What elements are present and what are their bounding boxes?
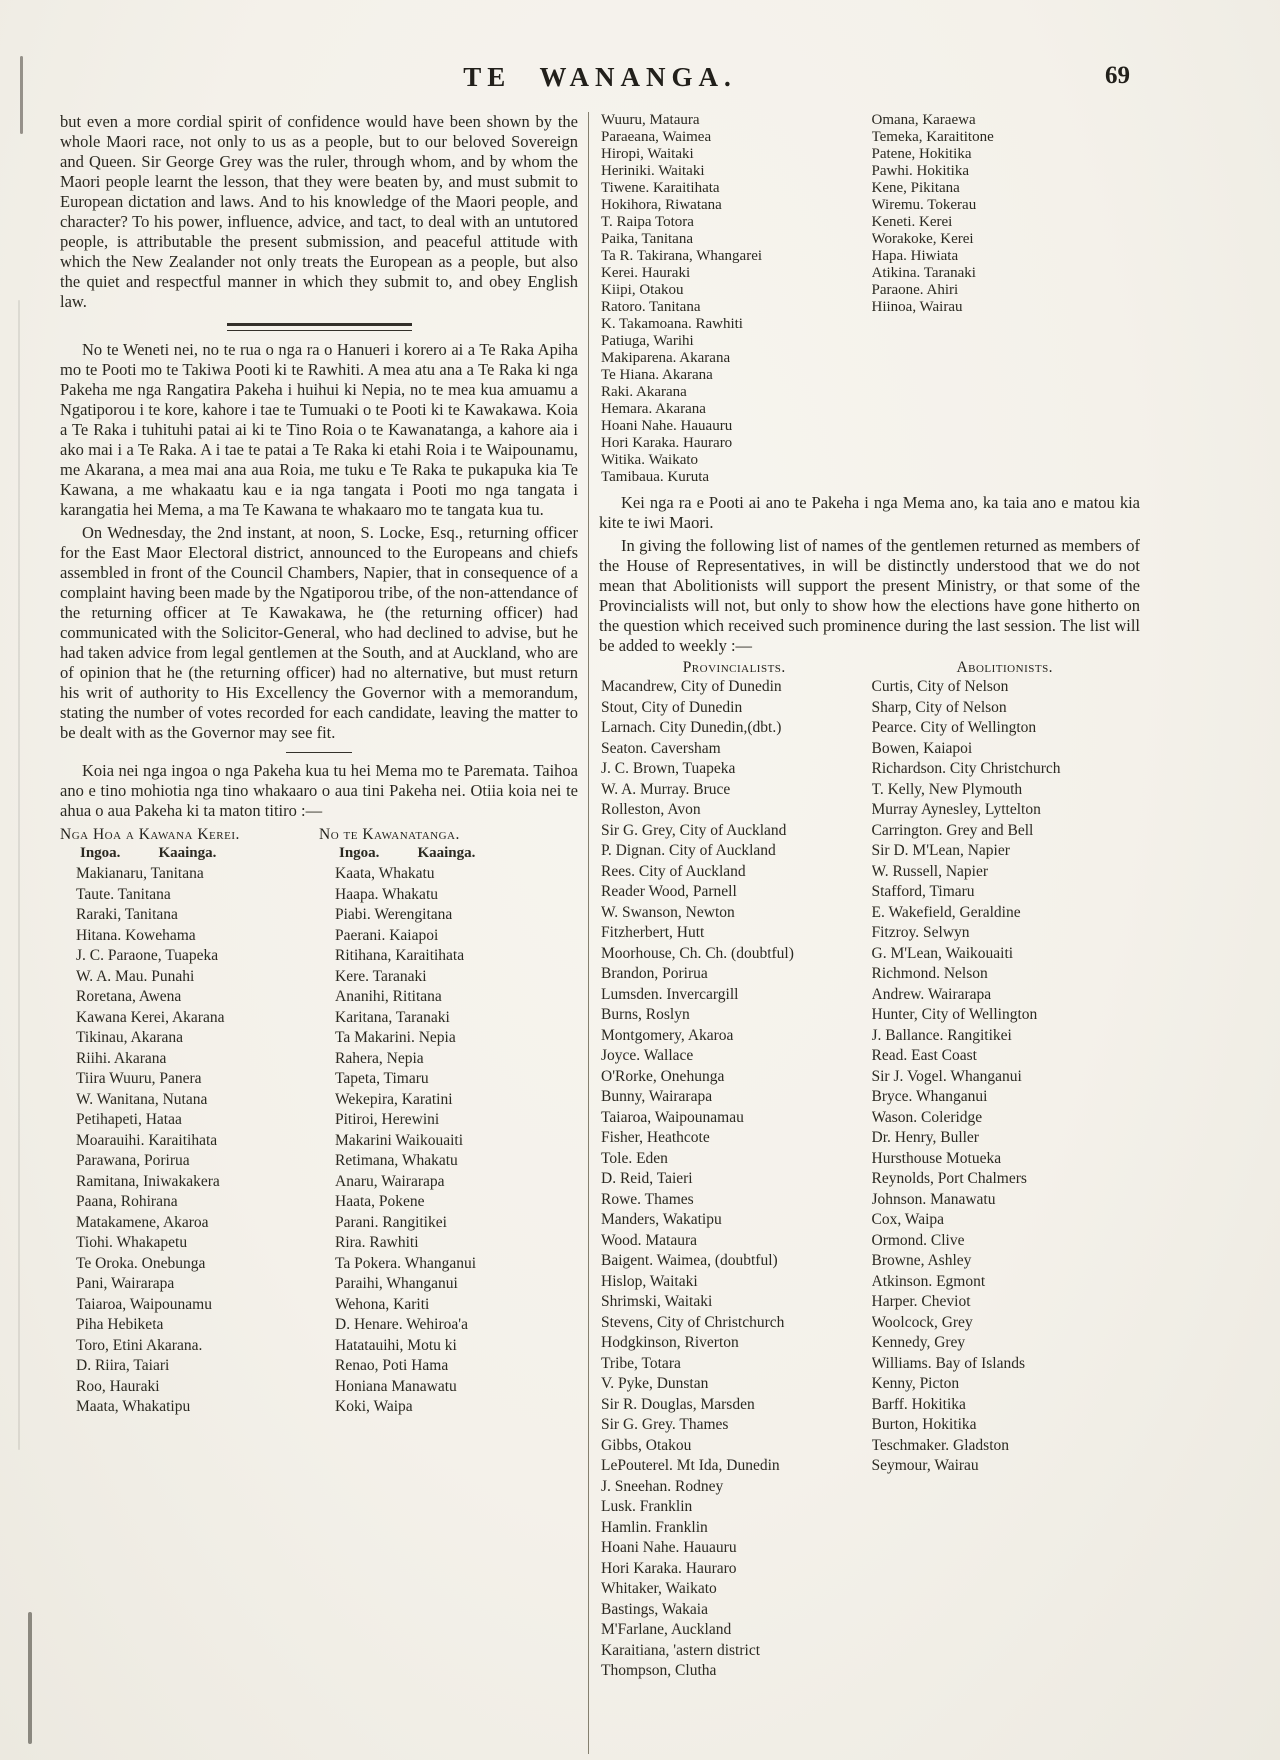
party-lists	[599, 658, 1140, 1682]
list-item: Brandon, Porirua	[601, 965, 708, 982]
list-item: Bastings, Wakaia	[601, 1600, 708, 1618]
list-item: Pitiroi, Herewini	[335, 1111, 440, 1128]
right-column	[599, 112, 1140, 1754]
page-number: 69	[1105, 62, 1130, 89]
list-item: Manders, Wakatipu	[601, 1211, 722, 1228]
list-item: T. Kelly, New Plymouth	[871, 780, 1023, 798]
list-item: Temeka, Karaititone	[871, 129, 994, 145]
list-item: Paika, Tanitana	[601, 231, 693, 247]
provincialists-block	[599, 658, 870, 1682]
list-item: Matakamene, Akaroa	[76, 1213, 209, 1231]
list-item: Worakoke, Kerei	[871, 231, 974, 247]
list-item: Reynolds, Port Chalmers	[871, 1170, 1027, 1187]
column-rule	[588, 112, 589, 1754]
list-item: Barff. Hokitika	[871, 1395, 966, 1413]
list-item: Ramitana, Iniwakakera	[76, 1172, 220, 1190]
list-item: Wason. Coleridge	[871, 1108, 983, 1126]
list-item: Petihapeti, Hataa	[76, 1111, 182, 1128]
section-divider	[227, 323, 412, 331]
list-item: Hursthouse Motueka	[871, 1149, 1002, 1167]
list-item: Hiropi, Waitaki	[601, 146, 694, 162]
column-label-name: Ingoa.	[80, 845, 121, 861]
list-item: Rahera, Nepia	[335, 1049, 424, 1067]
list-item: Parawana, Porirua	[76, 1152, 190, 1169]
list-header-abolitionists: Abolitionists.	[956, 659, 1054, 676]
member-lists	[60, 825, 578, 1418]
list-item: Sir R. Douglas, Marsden	[601, 1395, 755, 1413]
list-item: Richmond. Nelson	[871, 965, 988, 982]
paragraph-kei-nga-ra: Kei nga ra e Pooti ai ano te Pakeha i nga Mema ano, ka taia ano e matou kia kite te iwi Maori.	[599, 493, 1140, 532]
list-item: Hokihora, Riwatana	[601, 197, 722, 213]
list-item: D. Henare. Wehiroa'a	[335, 1316, 468, 1333]
list-item: Ratoro. Tanitana	[601, 299, 701, 315]
list-header-provincialists: Provincialists.	[682, 659, 786, 676]
list-item: Tiohi. Whakapetu	[76, 1234, 188, 1251]
list-item: Paraeana, Waimea	[601, 129, 712, 145]
list-item: Ritihana, Karaitihata	[335, 947, 465, 964]
list-item: Keneti. Kerei	[871, 214, 953, 230]
list-item: O'Rorke, Onehunga	[601, 1067, 725, 1085]
list-item: D. Riira, Taiari	[76, 1357, 170, 1374]
list-item: Honiana Manawatu	[335, 1377, 457, 1395]
list-item: Cox, Waipa	[871, 1211, 945, 1228]
list-item: Kawana Kerei, Akarana	[76, 1008, 225, 1026]
scan-artifact	[28, 1612, 32, 1744]
list-item: W. A. Mau. Punahi	[76, 967, 195, 985]
list-header-friends-of-grey: Nga Hoa a Kawana Kerei.	[60, 826, 240, 843]
list-item: Joyce. Wallace	[601, 1047, 694, 1064]
government-list	[319, 864, 578, 1418]
list-item: Browne, Ashley	[871, 1252, 972, 1269]
list-item: Whitaker, Waikato	[601, 1580, 717, 1597]
list-item: W. Wanitana, Nutana	[76, 1090, 208, 1108]
left-column	[60, 112, 578, 1754]
continued-list-left	[599, 112, 870, 486]
list-item: Piha Hebiketa	[76, 1316, 164, 1333]
list-item: Koki, Waipa	[335, 1398, 413, 1415]
list-item: Tole. Eden	[601, 1149, 668, 1167]
list-item: Te Hiana. Akarana	[601, 367, 713, 383]
list-item: Sir D. M'Lean, Napier	[871, 842, 1010, 859]
list-item: Wiremu. Tokerau	[871, 197, 977, 213]
list-item: Paana, Rohirana	[76, 1193, 178, 1210]
list-item: Maata, Whakatipu	[76, 1398, 191, 1415]
paragraph-divider	[286, 752, 352, 753]
list-item: Raraki, Tanitana	[76, 906, 178, 923]
list-item: W. Russell, Napier	[871, 862, 989, 880]
continued-name-lists	[599, 112, 1140, 486]
continued-name-list-b	[870, 112, 1141, 316]
list-item: J. Ballance. Rangitikei	[871, 1026, 1012, 1044]
list-item: Paraone. Ahiri	[871, 282, 959, 298]
list-item: J. C. Paraone, Tuapeka	[76, 947, 219, 964]
list-item: Kennedy, Grey	[871, 1334, 966, 1351]
list-item: Hislop, Waitaki	[601, 1272, 698, 1290]
list-item: Andrew. Wairarapa	[871, 985, 992, 1003]
list-item: Shrimski, Waitaki	[601, 1293, 713, 1310]
list-item: Montgomery, Akaroa	[601, 1026, 734, 1044]
list-item: Pawhi. Hokitika	[871, 163, 969, 179]
list-item: Ta Pokera. Whanganui	[335, 1254, 477, 1272]
list-item: Tiwene. Karaitihata	[601, 180, 720, 196]
list-item: Seymour, Wairau	[871, 1457, 979, 1474]
list-item: Sir G. Grey, City of Auckland	[601, 821, 787, 839]
list-item: K. Takamoana. Rawhiti	[601, 316, 743, 332]
list-item: Kene, Pikitana	[871, 180, 960, 196]
list-item: Retimana, Whakatu	[335, 1152, 458, 1169]
list-item: Piabi. Werengitana	[335, 906, 453, 923]
list-item: Taute. Tanitana	[76, 885, 171, 903]
list-item: G. M'Lean, Waikouaiti	[871, 944, 1014, 962]
member-list-government	[319, 825, 578, 1418]
list-item: Bunny, Wairarapa	[601, 1088, 713, 1105]
list-item: M'Farlane, Auckland	[601, 1621, 732, 1638]
column-label-home: Kaainga.	[158, 845, 217, 861]
list-item: Seaton. Caversham	[601, 739, 721, 757]
list-item: Paraihi, Whanganui	[335, 1275, 458, 1292]
list-item: Patene, Hokitika	[871, 146, 972, 162]
list-item: Baigent. Waimea, (doubtful)	[601, 1252, 778, 1269]
list-item: Witika. Waikato	[601, 452, 699, 468]
list-item: Atikina. Taranaki	[871, 265, 976, 281]
list-item: Burton, Hokitika	[871, 1416, 977, 1433]
column-labels	[60, 844, 319, 863]
list-item: Hemara. Akarana	[601, 401, 706, 417]
list-item: Lusk. Franklin	[601, 1498, 693, 1515]
list-item: E. Wakefield, Geraldine	[871, 903, 1021, 921]
list-item: Rees. City of Auckland	[601, 862, 746, 880]
list-item: Omana, Karaewa	[871, 112, 976, 128]
list-item: Larnach. City Dunedin,(dbt.)	[601, 719, 782, 736]
list-item: Atkinson. Egmont	[871, 1272, 986, 1290]
member-list-friends-of-grey	[60, 825, 319, 1418]
list-item: Anaru, Wairarapa	[335, 1172, 445, 1190]
list-item: Lumsden. Invercargill	[601, 985, 739, 1003]
list-item: Ta Makarini. Nepia	[335, 1029, 456, 1046]
list-item: Hori Karaka. Hauraro	[601, 435, 733, 451]
list-item: Pani, Wairarapa	[76, 1275, 175, 1292]
list-item: Rolleston, Avon	[601, 801, 701, 818]
list-item: Ta R. Takirana, Whangarei	[601, 248, 763, 264]
list-item: Burns, Roslyn	[601, 1006, 690, 1023]
list-item: Hitana. Kowehama	[76, 926, 196, 944]
paragraph-members-intro: Koia nei nga ingoa o nga Pakeha kua tu hei Mema mo te Paremata. Taihoa ano e tino mohiotia nga tino whakaaro o aua tini Pakeha nei. Otiia koia nei te ahua o aua Pakeha ki ta maton titiro :—	[60, 761, 578, 820]
list-item: W. A. Murray. Bruce	[601, 780, 731, 798]
list-item: T. Raipa Totora	[601, 214, 694, 230]
list-item: Ananihi, Rititana	[335, 988, 442, 1005]
list-item: Hoani Nahe. Hauauru	[601, 1539, 737, 1556]
list-item: Hatatauihi, Motu ki	[335, 1336, 457, 1354]
list-item: Haapa. Whakatu	[335, 885, 438, 903]
friends-of-grey-list	[60, 864, 319, 1418]
list-item: W. Swanson, Newton	[601, 903, 735, 921]
list-item: Hiinoa, Wairau	[871, 299, 963, 315]
list-item: Rira. Rawhiti	[335, 1234, 419, 1251]
list-item: Te Oroka. Onebunga	[76, 1254, 206, 1272]
list-item: P. Dignan. City of Auckland	[601, 842, 776, 859]
list-item: J. C. Brown, Tuapeka	[601, 760, 736, 777]
list-item: Fitzroy. Selwyn	[871, 924, 970, 941]
list-item: Thompson, Clutha	[601, 1662, 717, 1679]
column-labels	[319, 844, 578, 863]
list-item: Wood. Mataura	[601, 1231, 698, 1249]
list-item: V. Pyke, Dunstan	[601, 1375, 709, 1392]
column-label-home: Kaainga.	[417, 845, 476, 861]
list-item: Kiipi, Otakou	[601, 282, 684, 298]
list-item: Hodgkinson, Riverton	[601, 1334, 739, 1351]
list-item: Makarini Waikouaiti	[335, 1131, 464, 1149]
list-item: Wehona, Kariti	[335, 1295, 430, 1313]
list-item: Curtis, City of Nelson	[871, 678, 1009, 695]
column-label-name: Ingoa.	[339, 845, 380, 861]
list-item: Stout, City of Dunedin	[601, 698, 743, 716]
list-item: Karitana, Taranaki	[335, 1008, 450, 1026]
list-item: Wekepira, Karatini	[335, 1090, 453, 1108]
list-item: Raki. Akarana	[601, 384, 687, 400]
list-item: Kerei. Hauraki	[601, 265, 691, 281]
paragraph-maori-election: No te Weneti nei, no te rua o nga ra o Hanueri i korero ai a Te Raka Apiha mo te Pooti mo te Takiwa Pooti ki te Rawhiti. A mea atu ana a Te Raka ki nga Pakeha me nga Rangatira Pakeha i huihui ki Nepia, no te mea kua amuamu a Ngatiporou i te kore, kahore i tae te Tumuaki o te Pooti ki te Kawakawa. Koia a Te Raka i tuhituhi patai ai ki te Tino Roia o te Kawanatanga, a kahore aia i ako mai i a Te Raka. A i tae te patai a Te Raka ki etahi Roia i te Waipounamu, me Akarana, a mea mai ana aua Roia, me tuku e Te Raka te pukapuka kia Te Kawana, a me whakaatu kau e ia nga tangata i Pooti mo nga tangata i karangatia hei Mema, a ma Te Kawana te whakaaro mo te tangata kua tu.	[60, 340, 578, 519]
list-item: Taiaroa, Waipounamu	[76, 1295, 212, 1313]
list-item: J. Sneehan. Rodney	[601, 1477, 724, 1495]
list-item: Bryce. Whanganui	[871, 1088, 988, 1105]
list-item: Gibbs, Otakou	[601, 1436, 692, 1454]
list-item: Rowe. Thames	[601, 1190, 694, 1208]
list-item: Macandrew, City of Dunedin	[601, 678, 782, 695]
scan-artifact	[20, 56, 23, 134]
list-item: Fitzherbert, Hutt	[601, 924, 705, 941]
list-item: Johnson. Manawatu	[871, 1190, 996, 1208]
list-item: Williams. Bay of Islands	[871, 1354, 1025, 1372]
list-item: Stafford, Timaru	[871, 883, 975, 900]
list-item: Haata, Pokene	[335, 1193, 425, 1210]
abolitionists-block	[870, 658, 1141, 1682]
list-item: Heriniki. Waitaki	[601, 163, 705, 179]
list-item: Parani. Rangitikei	[335, 1213, 447, 1231]
list-item: Moarauihi. Karaitihata	[76, 1131, 218, 1149]
paragraph-returning-officer: On Wednesday, the 2nd instant, at noon, S. Locke, Esq., returning officer for the East Maor Electoral district, announced to the Europeans and chiefs assembled in front of the Council Chambers, Napier, that in consequence of a complaint having been made by the Ngatiporou tribe, of the non-attendance of the returning officer at Te Kawakawa, he (the returning officer) had communicated with the Solicitor-General, who had declined to advise, but he had taken advice from legal gentlemen at the South, and at Auckland, who are of opinion that he (the returning officer) had no alternative, but must return his writ of authority to His Excellency the Governor with a memorandum, stating the number of votes recorded for each candidate, leaving the matter to be dealt with as the Governor may see fit.	[60, 523, 578, 742]
list-item: Murray Aynesley, Lyttelton	[871, 801, 1041, 818]
page-title: TE WANANGA.	[463, 62, 737, 92]
list-item: Stevens, City of Christchurch	[601, 1313, 785, 1331]
list-item: LePouterel. Mt Ida, Dunedin	[601, 1457, 780, 1474]
list-item: Harper. Cheviot	[871, 1293, 971, 1310]
abolitionists-list	[870, 677, 1141, 1477]
list-item: Bowen, Kaiapoi	[871, 739, 973, 757]
list-item: Hoani Nahe. Hauauru	[601, 418, 733, 434]
list-item: Carrington. Grey and Bell	[871, 821, 1034, 839]
list-item: Richardson. City Christchurch	[871, 760, 1061, 777]
paragraph-list-intro: In giving the following list of names of the gentlemen returned as members of the House of Representatives, in will be distinctly understood that we do not mean that Abolitionists will support the present Ministry, or that some of the Provincialists will not, but only to show how the elections have gone hitherto on the question which received such prominence during the last session. The list will be added to weekly :—	[599, 536, 1140, 655]
list-item: Renao, Poti Hama	[335, 1357, 449, 1374]
list-header-government: No te Kawanatanga.	[319, 826, 460, 843]
list-item: Karaitiana, 'astern district	[601, 1641, 761, 1659]
list-item: Paerani. Kaiapoi	[335, 926, 439, 944]
list-item: Read. East Coast	[871, 1047, 977, 1064]
continued-list-right	[870, 112, 1141, 486]
list-item: Kere. Taranaki	[335, 967, 427, 985]
list-item: D. Reid, Taieri	[601, 1170, 693, 1187]
provincialists-list	[599, 677, 870, 1682]
list-item: Makiparena. Akarana	[601, 350, 731, 366]
list-item: Dr. Henry, Buller	[871, 1129, 979, 1146]
list-item: Riihi. Akarana	[76, 1049, 167, 1067]
list-item: Roretana, Awena	[76, 988, 182, 1005]
list-item: Pearce. City of Wellington	[871, 719, 1037, 736]
list-item: Hori Karaka. Hauraro	[601, 1559, 737, 1577]
list-item: Sir G. Grey. Thames	[601, 1416, 729, 1433]
list-item: Wuuru, Mataura	[601, 112, 700, 128]
list-item: Patiuga, Warihi	[601, 333, 694, 349]
list-item: Tribe, Totara	[601, 1354, 681, 1372]
list-item: Hunter, City of Wellington	[871, 1006, 1038, 1023]
list-item: Roo, Hauraki	[76, 1377, 160, 1395]
list-item: Tapeta, Timaru	[335, 1070, 429, 1087]
list-item: Fisher, Heathcote	[601, 1129, 710, 1146]
continued-name-list-a	[599, 112, 870, 486]
list-item: Woolcock, Grey	[871, 1313, 973, 1331]
list-item: Taiaroa, Waipounamau	[601, 1108, 744, 1126]
list-item: Tiira Wuuru, Panera	[76, 1070, 202, 1087]
list-item: Tamibaua. Kuruta	[601, 469, 710, 485]
list-item: Hapa. Hiwiata	[871, 248, 959, 264]
list-item: Ormond. Clive	[871, 1231, 965, 1249]
list-item: Tikinau, Akarana	[76, 1029, 184, 1046]
list-item: Kaata, Whakatu	[335, 865, 435, 882]
list-item: Moorhouse, Ch. Ch. (doubtful)	[601, 944, 794, 962]
masthead	[60, 62, 1140, 106]
list-item: Reader Wood, Parnell	[601, 883, 737, 900]
list-item: Teschmaker. Gladston	[871, 1436, 1010, 1454]
page-body	[60, 112, 1140, 1754]
list-item: Kenny, Picton	[871, 1375, 960, 1392]
list-item: Sir J. Vogel. Whanganui	[871, 1067, 1022, 1085]
list-item: Toro, Etini Akarana.	[76, 1336, 203, 1354]
paragraph-confidence: but even a more cordial spirit of confidence would have been shown by the whole Maori race, not only to us as a people, but to our beloved Sovereign and Queen. Sir George Grey was the ruler, through whom, and by whom the Maori people learnt the lesson, that they were beaten by, and must submit to European dictation and laws. And to his knowledge of the Maori people, and character? To his power, influence, advice, and tact, to deal with an untutored people, is attributable the present submission, and peaceful attitude with which the New Zealander not only treats the European as a people, but also the quiet and respectful manner in which they submit to, and obey English law.	[60, 112, 578, 311]
list-item: Makianaru, Tanitana	[76, 865, 204, 882]
scan-artifact	[18, 300, 20, 1450]
list-item: Hamlin. Franklin	[601, 1518, 708, 1536]
list-item: Sharp, City of Nelson	[871, 698, 1007, 716]
